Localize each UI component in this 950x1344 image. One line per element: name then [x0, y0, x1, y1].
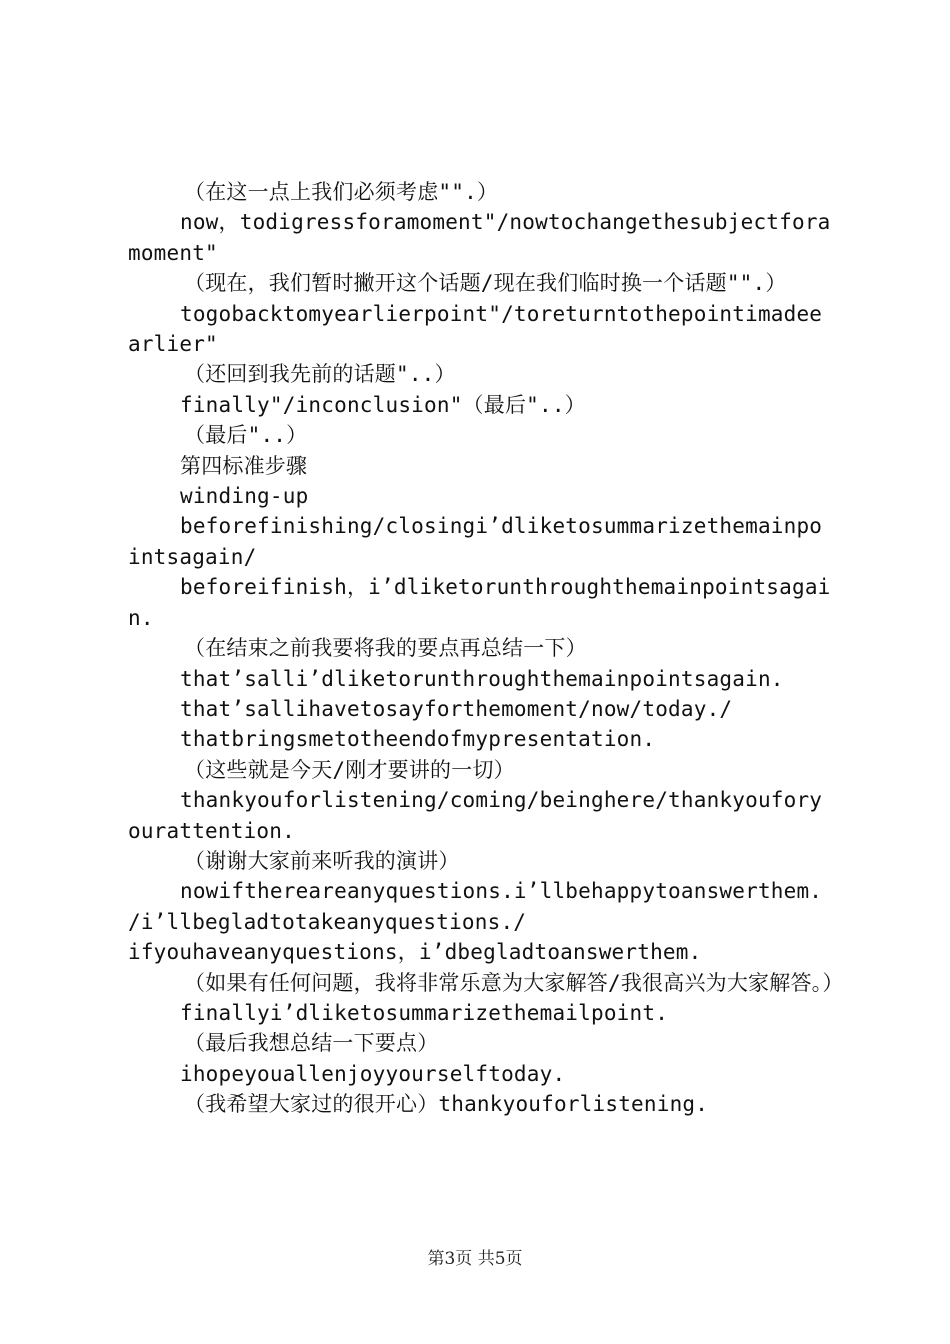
text-line: winding-up — [180, 484, 309, 509]
text-line: that’sallihavetosayforthemoment/now/today./ — [180, 696, 733, 721]
text-line: （最后我想总结一下要点） — [184, 1031, 439, 1056]
text-line: （谢谢大家前来听我的演讲） — [184, 848, 460, 873]
text-line: now，todigressforamoment"/nowtochangethesubjectforamoment" — [128, 210, 831, 265]
text-line: ihopeyouallenjoyyourselftoday. — [180, 1061, 566, 1086]
text-line: （这些就是今天/刚才要讲的一切） — [184, 757, 515, 782]
text-line: （现在，我们暂时撇开这个话题/现在我们临时换一个话题"".） — [184, 271, 787, 296]
text-line: /i’llbegladtotakeanyquestions./ — [128, 909, 527, 934]
text-line: （还回到我先前的话题"..） — [184, 362, 456, 387]
text-line: （如果有任何问题，我将非常乐意为大家解答/我很高兴为大家解答。） — [184, 970, 844, 995]
text-line: beforeifinish，i’dliketorunthroughthemainpointsagain. — [128, 575, 831, 630]
text-line: finally"/inconclusion"（最后"..） — [180, 392, 586, 417]
page-number-footer: 第3页 共5页 — [427, 1249, 523, 1269]
text-line: （在结束之前我要将我的要点再总结一下） — [184, 636, 587, 661]
text-line: （我希望大家过的很开心）thankyouforlistening. — [184, 1092, 709, 1117]
section-heading: 第四标准步骤 — [180, 453, 308, 478]
document-body — [128, 177, 844, 1120]
text-line: that’salli’dliketorunthroughthemainpointsagain. — [180, 666, 784, 691]
text-line: beforefinishing/closingi’dliketosummarizethemainpointsagain/ — [128, 514, 823, 569]
text-line: thankyouforlistening/coming/beinghere/thankyouforyourattention. — [128, 788, 823, 843]
text-line: togobacktomyearlierpoint"/toreturntothepointimadeearlier" — [128, 301, 823, 357]
text-line: （在这一点上我们必须考虑"".） — [184, 180, 499, 204]
text-line: thatbringsmetotheendofmypresentation. — [180, 727, 656, 752]
text-line: （最后"..） — [184, 423, 308, 448]
text-line: ifyouhaveanyquestions，i’dbegladtoanswerthem. — [128, 940, 702, 965]
text-line: nowifthereareanyquestions.i’llbehappytoanswerthem. — [180, 879, 823, 904]
text-line: finallyi’dliketosummarizethemailpoint. — [180, 1000, 669, 1025]
